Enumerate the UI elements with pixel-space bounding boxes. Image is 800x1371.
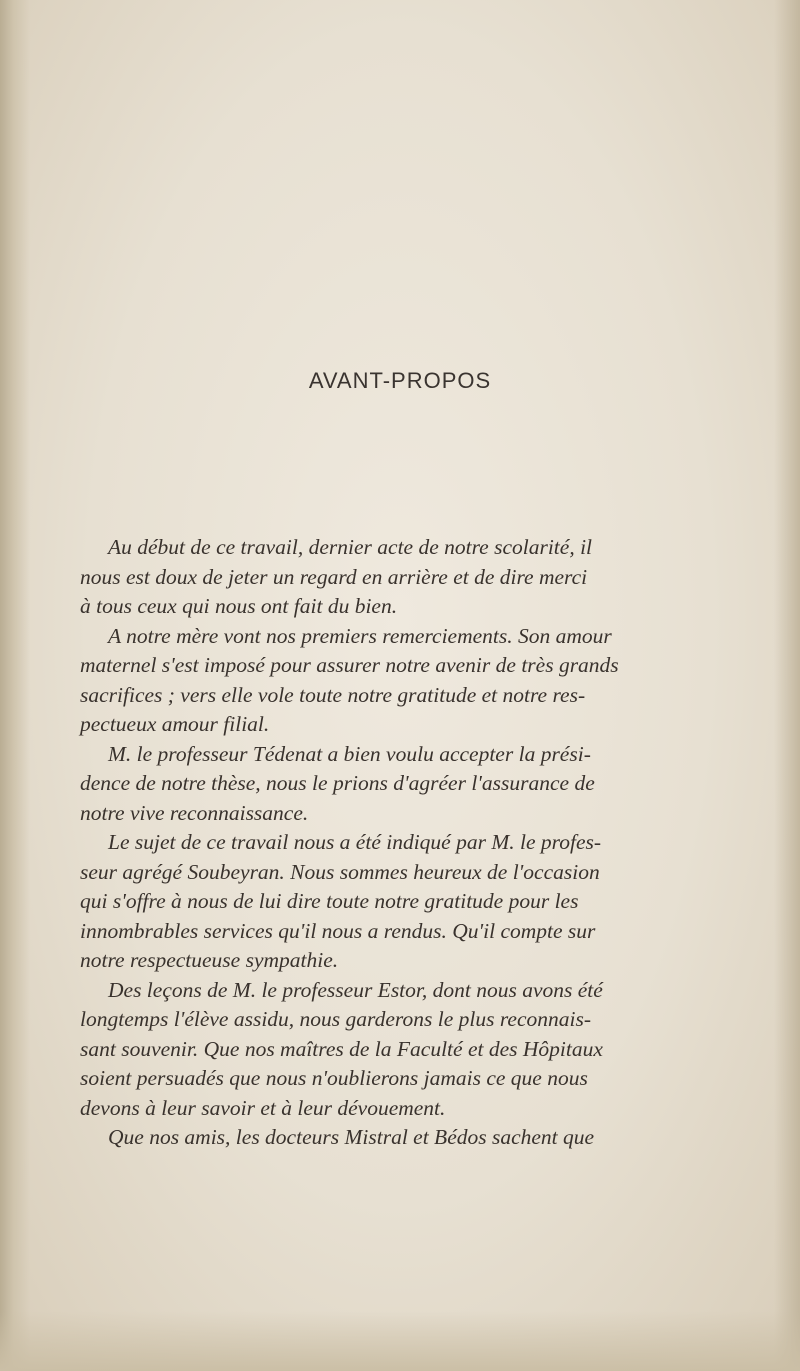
text-line: seur agrégé Soubeyran. Nous sommes heureux de l'occasion <box>80 859 600 884</box>
text-line: devons à leur savoir et à leur dévouement. <box>80 1095 446 1120</box>
text-line: sacrifices ; vers elle vole toute notre gratitude et notre res- <box>80 682 586 707</box>
page-edge-shadow-right <box>774 0 800 1371</box>
text-line: Des leçons de M. le professeur Estor, dont nous avons été <box>108 977 603 1002</box>
text-line: à tous ceux qui nous ont fait du bien. <box>80 594 398 618</box>
text-line: notre respectueuse sympathie. <box>80 948 339 972</box>
text-line: longtemps l'élève assidu, nous garderons le plus reconnais- <box>80 1007 591 1031</box>
text-line: dence de notre thèse, nous le prions d'agréer l'assurance de <box>80 771 595 795</box>
text-line: Le sujet de ce travail nous a été indiqué par M. le profes- <box>108 830 602 854</box>
page-edge-shadow-left <box>0 0 30 1371</box>
page-heading: AVANT-PROPOS <box>308 368 492 393</box>
text-line: qui s'offre à nous de lui dire toute notre gratitude pour les <box>80 889 579 913</box>
text-line: M. le professeur Tédenat a bien voulu accepter la prési- <box>108 741 591 766</box>
text-line: notre vive reconnaissance. <box>80 800 309 825</box>
text-line: A notre mère vont nos premiers remerciements. Son amour <box>108 623 612 648</box>
text-line: sant souvenir. Que nos maîtres de la Faculté et des Hôpitaux <box>80 1036 603 1061</box>
text-line: nous est doux de jeter un regard en arrière et de dire merci <box>80 564 588 589</box>
text-line: soient persuadés que nous n'oublierons jamais ce que nous <box>80 1066 588 1090</box>
foreword-body <box>80 533 740 1153</box>
text-line: pectueux amour filial. <box>80 712 270 736</box>
text-line: Que nos amis, les docteurs Mistral et Bédos sachent que <box>108 1125 595 1149</box>
page-edge-shadow-bottom <box>0 1311 800 1371</box>
text-line: innombrables services qu'il nous a rendus. Qu'il compte sur <box>80 918 596 943</box>
text-line: Au début de ce travail, dernier acte de notre scolarité, il <box>108 535 593 559</box>
text-line: maternel s'est imposé pour assurer notre avenir de très grands <box>80 653 619 677</box>
